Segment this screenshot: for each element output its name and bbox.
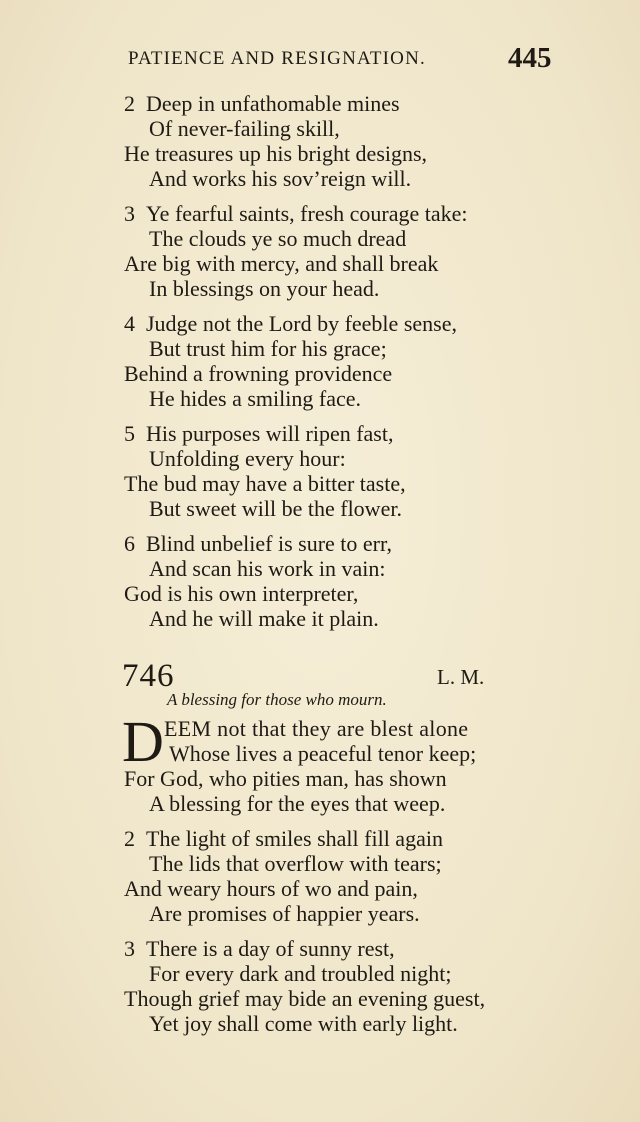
stanza-number: 2 [124,91,135,116]
stanza-line: Though grief may bide an evening guest, [124,986,486,1011]
stanza-line: The clouds ye so much dread [149,226,407,251]
stanza-line: God is his own interpreter, [124,581,359,606]
page-number: 445 [508,42,552,74]
stanza-line: 3 There is a day of sunny rest, [124,936,395,961]
stanza-line: Unfolding every hour: [149,446,346,471]
stanza-line: Whose lives a peaceful tenor keep; [169,741,477,766]
stanza-line: And works his sov’reign will. [149,166,412,191]
stanza-line: In blessings on your head. [149,276,380,301]
stanza-line: Behind a frowning providence [124,361,393,386]
stanza-line: For every dark and troubled night; [149,961,452,986]
stanza-line: For God, who pities man, has shown [124,766,447,791]
stanza-line: And weary hours of wo and pain, [124,876,418,901]
stanza-number: 4 [124,311,135,336]
stanza-line: 4 Judge not the Lord by feeble sense, [124,311,457,336]
stanza-line: The bud may have a bitter taste, [124,471,406,496]
stanza-number: 3 [124,936,135,961]
stanza-line: Are big with mercy, and shall break [124,251,439,276]
stanza-number: 3 [124,201,135,226]
stanza-number: 5 [124,421,135,446]
drop-cap: D [122,709,164,774]
stanza-line: Yet joy shall come with early light. [149,1011,458,1036]
stanza-line: EEM not that they are blest alone [164,716,469,741]
running-title: PATIENCE AND RESIGNATION. [128,48,426,69]
stanza-line: 2 Deep in unfathomable mines [124,91,400,116]
stanza-line: 6 Blind unbelief is sure to err, [124,531,392,556]
stanza-line: He hides a smiling face. [149,386,361,411]
stanza-line: And scan his work in vain: [149,556,386,581]
stanza-line: The lids that overflow with tears; [149,851,442,876]
hymn-meter: L. M. [437,665,485,689]
hymn-subtitle: A blessing for those who mourn. [167,690,387,709]
stanza-line: But sweet will be the flower. [149,496,402,521]
stanza-line: 2 The light of smiles shall fill again [124,826,443,851]
hymn-number: 746 [122,658,175,694]
stanza-line: 5 His purposes will ripen fast, [124,421,394,446]
stanza-line: But trust him for his grace; [149,336,387,361]
stanza-line: And he will make it plain. [149,606,379,631]
stanza-line: 3 Ye fearful saints, fresh courage take: [124,201,468,226]
stanza-line: Of never-failing skill, [149,116,340,141]
stanza-number: 2 [124,826,135,851]
stanza-line: A blessing for the eyes that weep. [149,791,446,816]
stanza-number: 6 [124,531,135,556]
stanza-line: Are promises of happier years. [149,901,420,926]
stanza-line: He treasures up his bright designs, [124,141,428,166]
